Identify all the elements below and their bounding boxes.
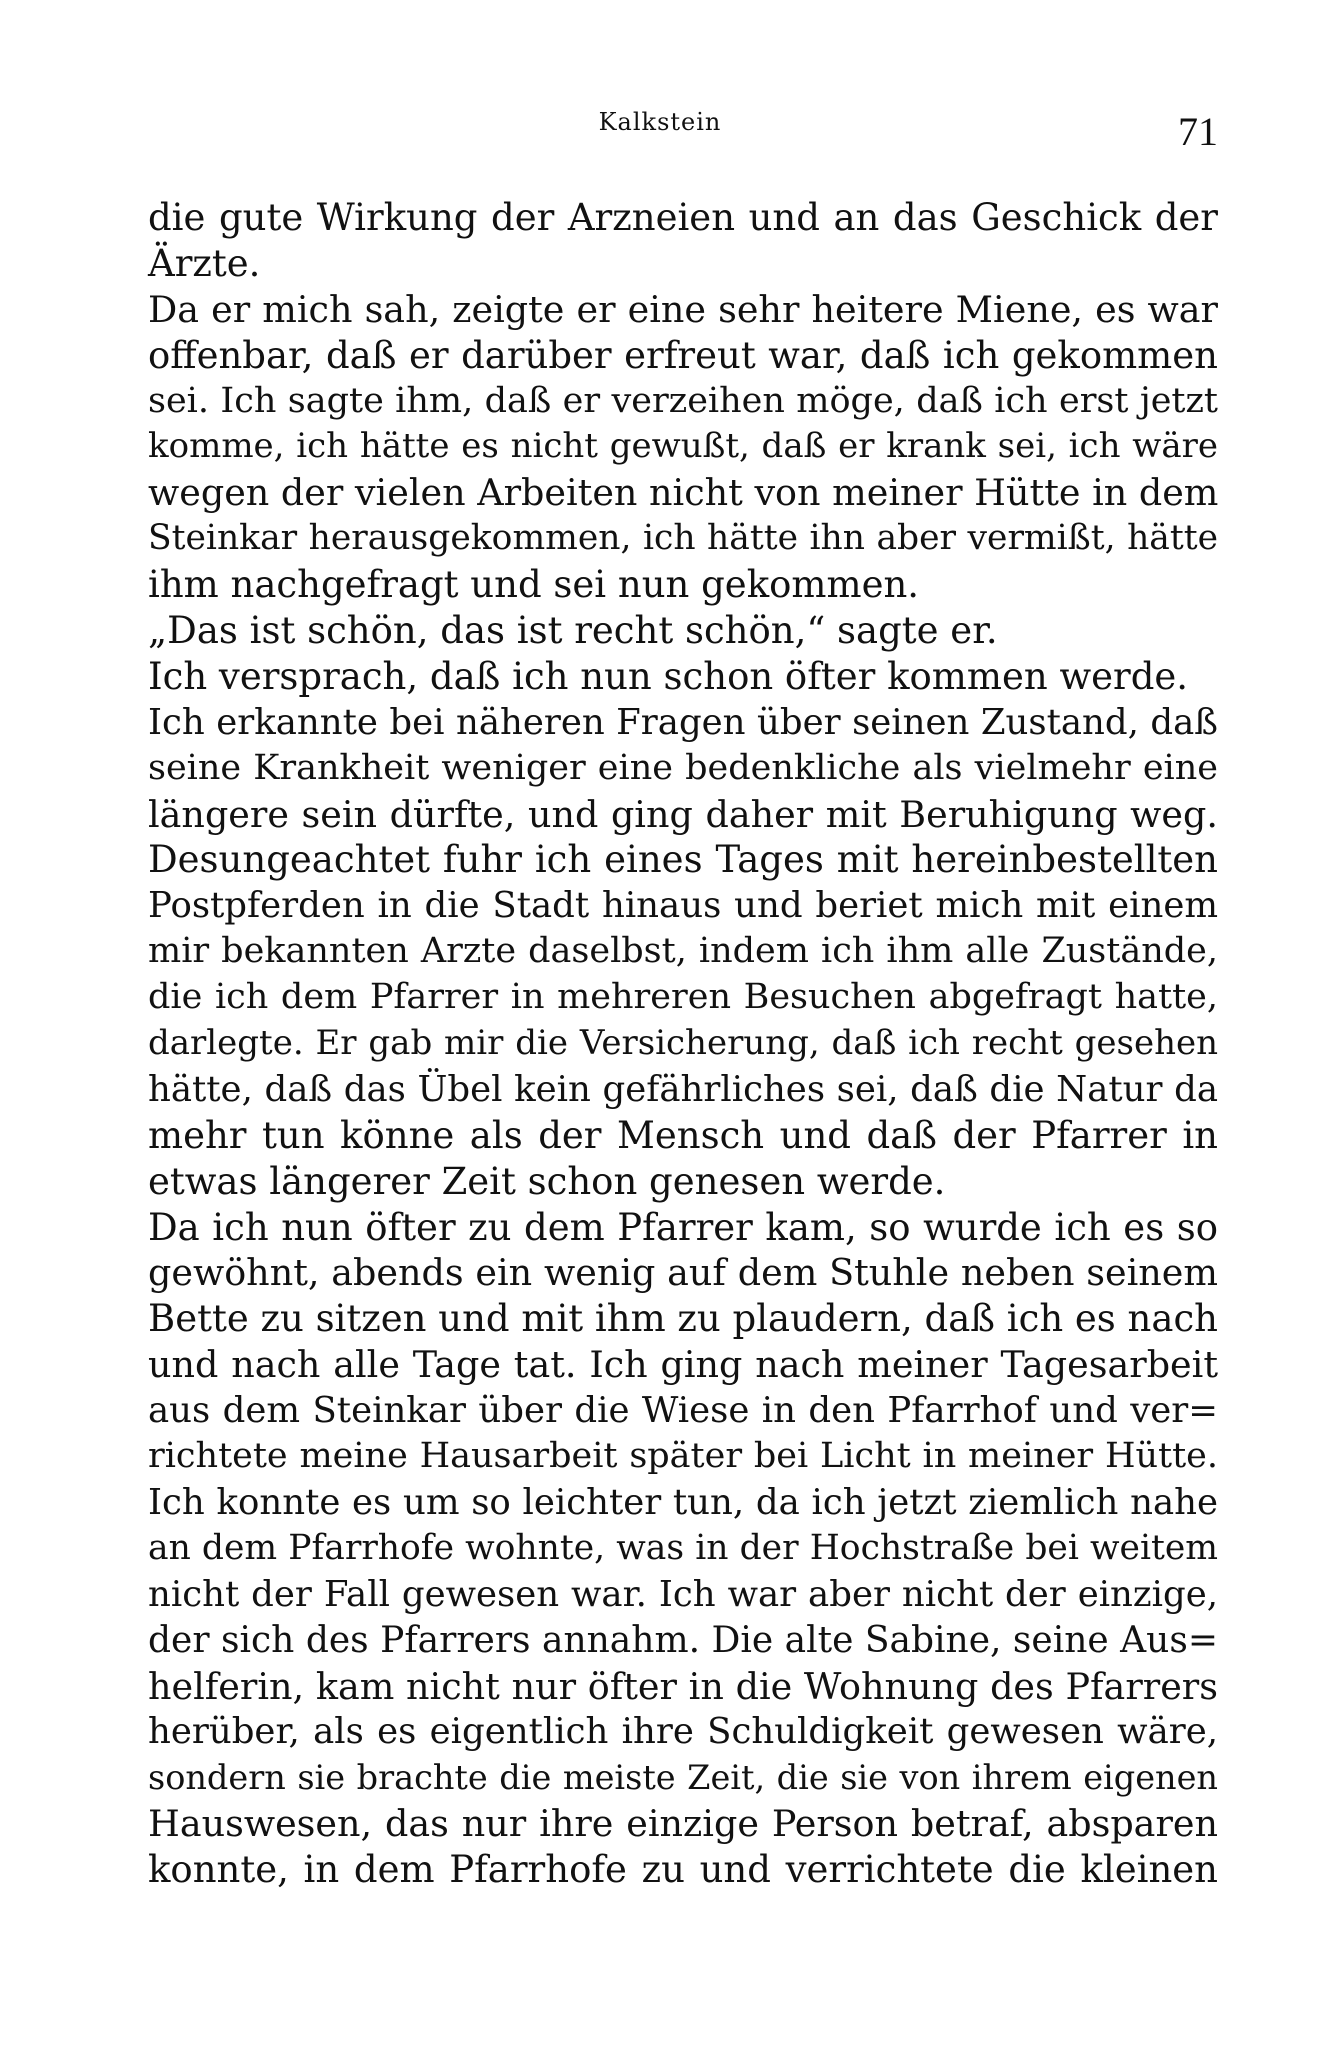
text-line: komme, ich hätte es nicht gewußt, daß er krank sei, ich wäre bbox=[148, 426, 1218, 467]
text-line: Desungeachtet fuhr ich eines Tages mit hereinbestellten bbox=[148, 838, 1218, 882]
text-line: sondern sie brachte die meiste Zeit, die sie von ihrem eigenen bbox=[148, 1758, 1218, 1798]
text-line: darlegte. Er gab mir die Versicherung, daß ich recht gesehen bbox=[148, 1023, 1218, 1064]
text-line: mehr tun könne als der Mensch und daß der Pfarrer in bbox=[148, 1113, 1218, 1157]
running-head: Kalkstein bbox=[598, 108, 722, 136]
text-line: helferin, kam nicht nur öfter in die Wohnung des Pfarrers bbox=[148, 1664, 1218, 1708]
text-line: „Das ist schön, das ist recht schön,“ sagte er. bbox=[148, 609, 998, 653]
text-line: ihm nachgefragt und sei nun gekommen. bbox=[148, 563, 920, 607]
text-line: konnte, in dem Pfarrhofe zu und verrichtete die kleinen bbox=[148, 1848, 1218, 1892]
text-line: Da ich nun öfter zu dem Pfarrer kam, so wurde ich es so bbox=[148, 1205, 1218, 1249]
text-line: längere sein dürfte, und ging daher mit Beruhigung weg. bbox=[148, 792, 1218, 836]
text-line: aus dem Steinkar über die Wiese in den Pfarrhof und ver= bbox=[148, 1390, 1218, 1432]
text-line: herüber, als es eigentlich ihre Schuldigkeit gewesen wäre, bbox=[148, 1711, 1218, 1753]
text-line: Ich erkannte bei näheren Fragen über seinen Zustand, daß bbox=[148, 701, 1218, 743]
text-line: sei. Ich sagte ihm, daß er verzeihen möge, daß ich erst jetzt bbox=[148, 380, 1218, 421]
text-line: richtete meine Hausarbeit später bei Licht in meiner Hütte. bbox=[148, 1436, 1218, 1477]
page-number: 71 bbox=[1178, 109, 1218, 154]
text-line: Steinkar herausgekommen, ich hätte ihn aber vermißt, hätte bbox=[148, 518, 1218, 559]
text-line: der sich des Pfarrers annahm. Die alte Sabine, seine Aus= bbox=[148, 1619, 1218, 1661]
text-line: nicht der Fall gewesen war. Ich war aber nicht der einzige, bbox=[148, 1573, 1218, 1615]
text-line: Postpferden in die Stadt hinaus und beriet mich mit einem bbox=[148, 885, 1218, 927]
text-line: Bette zu sitzen und mit ihm zu plaudern, daß ich es nach bbox=[148, 1297, 1218, 1341]
text-line: Ich versprach, daß ich nun schon öfter kommen werde. bbox=[148, 654, 1189, 698]
text-line: seine Krankheit weniger eine bedenkliche als vielmehr eine bbox=[148, 747, 1218, 788]
text-line: die ich dem Pfarrer in mehreren Besuchen abgefragt hatte, bbox=[148, 977, 1218, 1018]
text-line: wegen der vielen Arbeiten nicht von meiner Hütte in dem bbox=[148, 471, 1219, 515]
text-line: Ich konnte es um so leichter tun, da ich jetzt ziemlich nahe bbox=[148, 1481, 1218, 1523]
text-line: und nach alle Tage tat. Ich ging nach meiner Tagesarbeit bbox=[148, 1343, 1218, 1387]
text-line: gewöhnt, abends ein wenig auf dem Stuhle neben seinem bbox=[148, 1251, 1218, 1295]
text-line: Ärzte. bbox=[148, 241, 261, 285]
text-line: an dem Pfarrhofe wohnte, was in der Hochstraße bei weitem bbox=[148, 1527, 1218, 1568]
text-line: die gute Wirkung der Arzneien und an das Geschick der bbox=[148, 196, 1218, 239]
text-line: etwas längerer Zeit schon genesen werde. bbox=[148, 1159, 946, 1203]
text-line: offenbar, daß er darüber erfreut war, daß ich gekommen bbox=[148, 333, 1218, 377]
text-line: Da er mich sah, zeigte er eine sehr heitere Miene, es war bbox=[148, 287, 1218, 331]
body-text bbox=[148, 195, 1218, 1893]
text-line: mir bekannten Arzte daselbst, indem ich ihm alle Zustände, bbox=[148, 931, 1218, 972]
text-line: Hauswesen, das nur ihre einzige Person betraf, absparen bbox=[148, 1802, 1218, 1846]
text-line: hätte, daß das Übel kein gefährliches sei, daß die Natur da bbox=[148, 1068, 1218, 1110]
